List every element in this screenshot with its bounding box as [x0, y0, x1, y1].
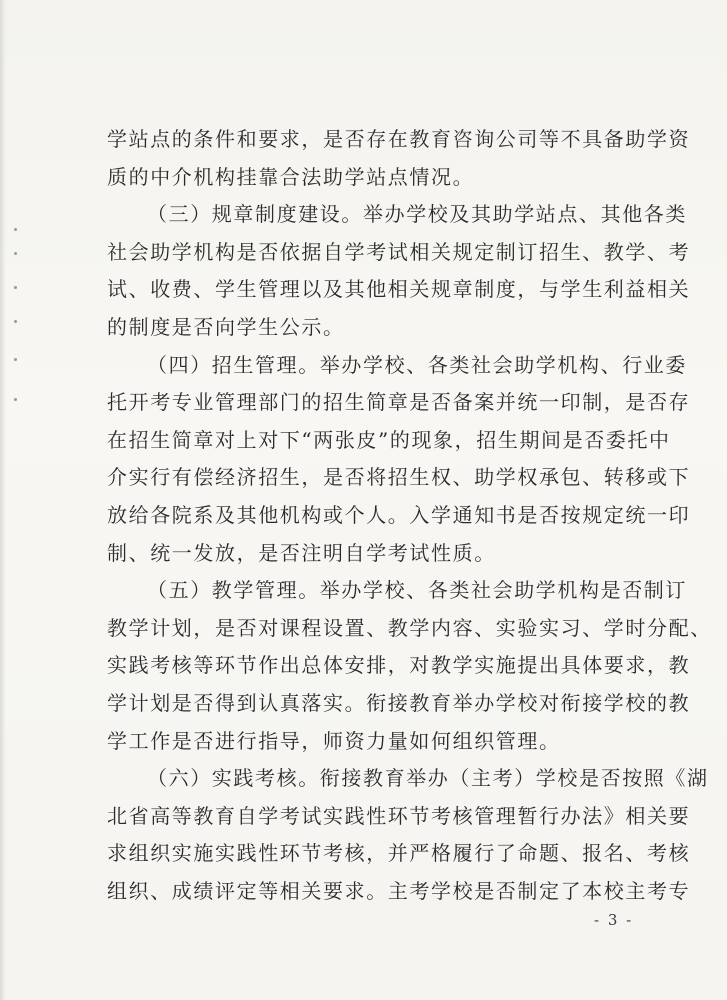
text-line: （四）招生管理。举办学校、各类社会助学机构、行业委: [147, 352, 687, 377]
text-line: （三）规章制度建设。举办学校及其助学站点、其他各类: [147, 202, 687, 227]
text-line: 教学计划，是否对课程设置、教学内容、实验实习、学时分配、: [107, 615, 712, 640]
text-line: 北省高等教育自学考试实践性环节考核管理暂行办法》相关要: [107, 803, 691, 828]
text-line: 组织、成绩评定等相关要求。主考学校是否制定了本校主考专: [107, 878, 691, 903]
text-line: 介实行有偿经济招生，是否将招生权、助学权承包、转移或下: [107, 465, 691, 490]
binding-marks: [14, 228, 20, 428]
text-line: 学站点的条件和要求，是否存在教育咨询公司等不具备助学资: [107, 127, 691, 151]
document-body: [107, 121, 712, 910]
text-line: 实践考核等环节作出总体安排，对教学实施提出具体要求，教: [107, 653, 691, 678]
text-line: （六）实践考核。衔接教育举办（主考）学校是否按照《湖: [147, 766, 709, 791]
text-line: 的制度是否向学生公示。: [107, 314, 345, 339]
text-line: 制、统一发放，是否注明自学考试性质。: [107, 540, 496, 565]
text-line: 在招生简章对上对下“两张皮”的现象，招生期间是否委托中: [107, 427, 671, 452]
text-line: 学计划是否得到认真落实。衔接教育举办学校对衔接学校的教: [107, 690, 691, 715]
text-line: 学工作是否进行指导，师资力量如何组织管理。: [107, 728, 561, 753]
page-number: - 3 -: [594, 911, 634, 929]
scan-edge-shadow: [0, 0, 6, 1000]
text-line: 托开考专业管理部门的招生简章是否备案并统一印制，是否存: [107, 390, 691, 415]
text-line: 质的中介机构挂靠合法助学站点情况。: [107, 164, 475, 189]
text-line: （五）教学管理。举办学校、各类社会助学机构是否制订: [147, 578, 687, 603]
text-line: 放给各院系及其他机构或个人。入学通知书是否按规定统一印: [107, 502, 691, 527]
text-line: 求组织实施实践性环节考核，并严格履行了命题、报名、考核: [107, 841, 691, 866]
text-line: 社会助学机构是否依据自学考试相关规定制订招生、教学、考: [107, 239, 691, 264]
text-line: 试、收费、学生管理以及其他相关规章制度，与学生利益相关: [107, 277, 691, 302]
